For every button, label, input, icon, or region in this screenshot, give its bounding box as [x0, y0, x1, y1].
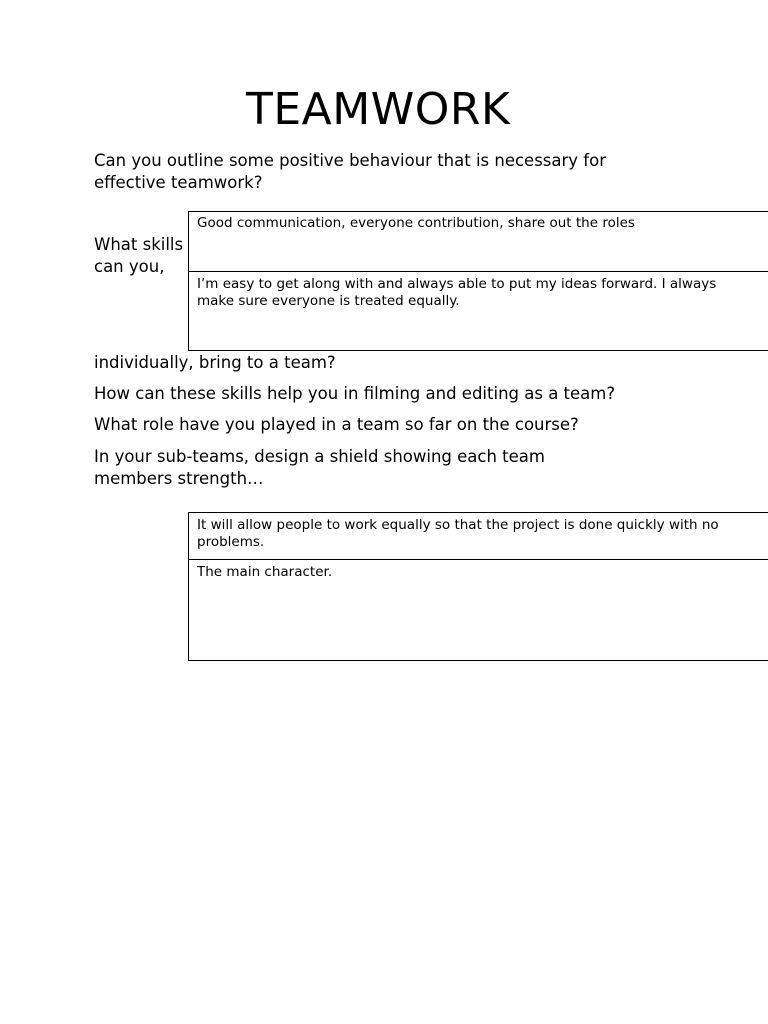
answer-skills-text: I’m easy to get along with and always able to put my ideas forward. I always make sure everyone is treated equally. — [197, 276, 717, 309]
answer-box-2 — [188, 512, 768, 661]
question-shield-design: In your sub-teams, design a shield showing each team members strength… — [94, 447, 545, 488]
question-positive-behaviour: Can you outline some positive behaviour that is necessary for effective teamwork? — [94, 151, 606, 192]
answer-filming-text: It will allow people to work equally so that the project is done quickly with no problems. — [197, 517, 719, 550]
question-skills-part2: individually, bring to a team? — [94, 353, 336, 372]
answer-cell-behaviour[interactable] — [189, 212, 768, 271]
question-filming-editing: How can these skills help you in filming and editing as a team? — [94, 384, 616, 403]
answer-cell-role[interactable] — [189, 559, 768, 660]
answer-behaviour-text: Good communication, everyone contribution, share out the roles — [197, 215, 635, 231]
question-role-played: What role have you played in a team so far on the course? — [94, 415, 579, 434]
answer-role-text: The main character. — [197, 564, 333, 580]
answer-cell-skills[interactable] — [189, 271, 768, 350]
answer-cell-filming[interactable] — [189, 513, 768, 559]
question-skills-part1: What skills can you, — [94, 235, 184, 276]
answer-box-1 — [188, 211, 768, 351]
page-title: TEAMWORK — [246, 84, 511, 135]
